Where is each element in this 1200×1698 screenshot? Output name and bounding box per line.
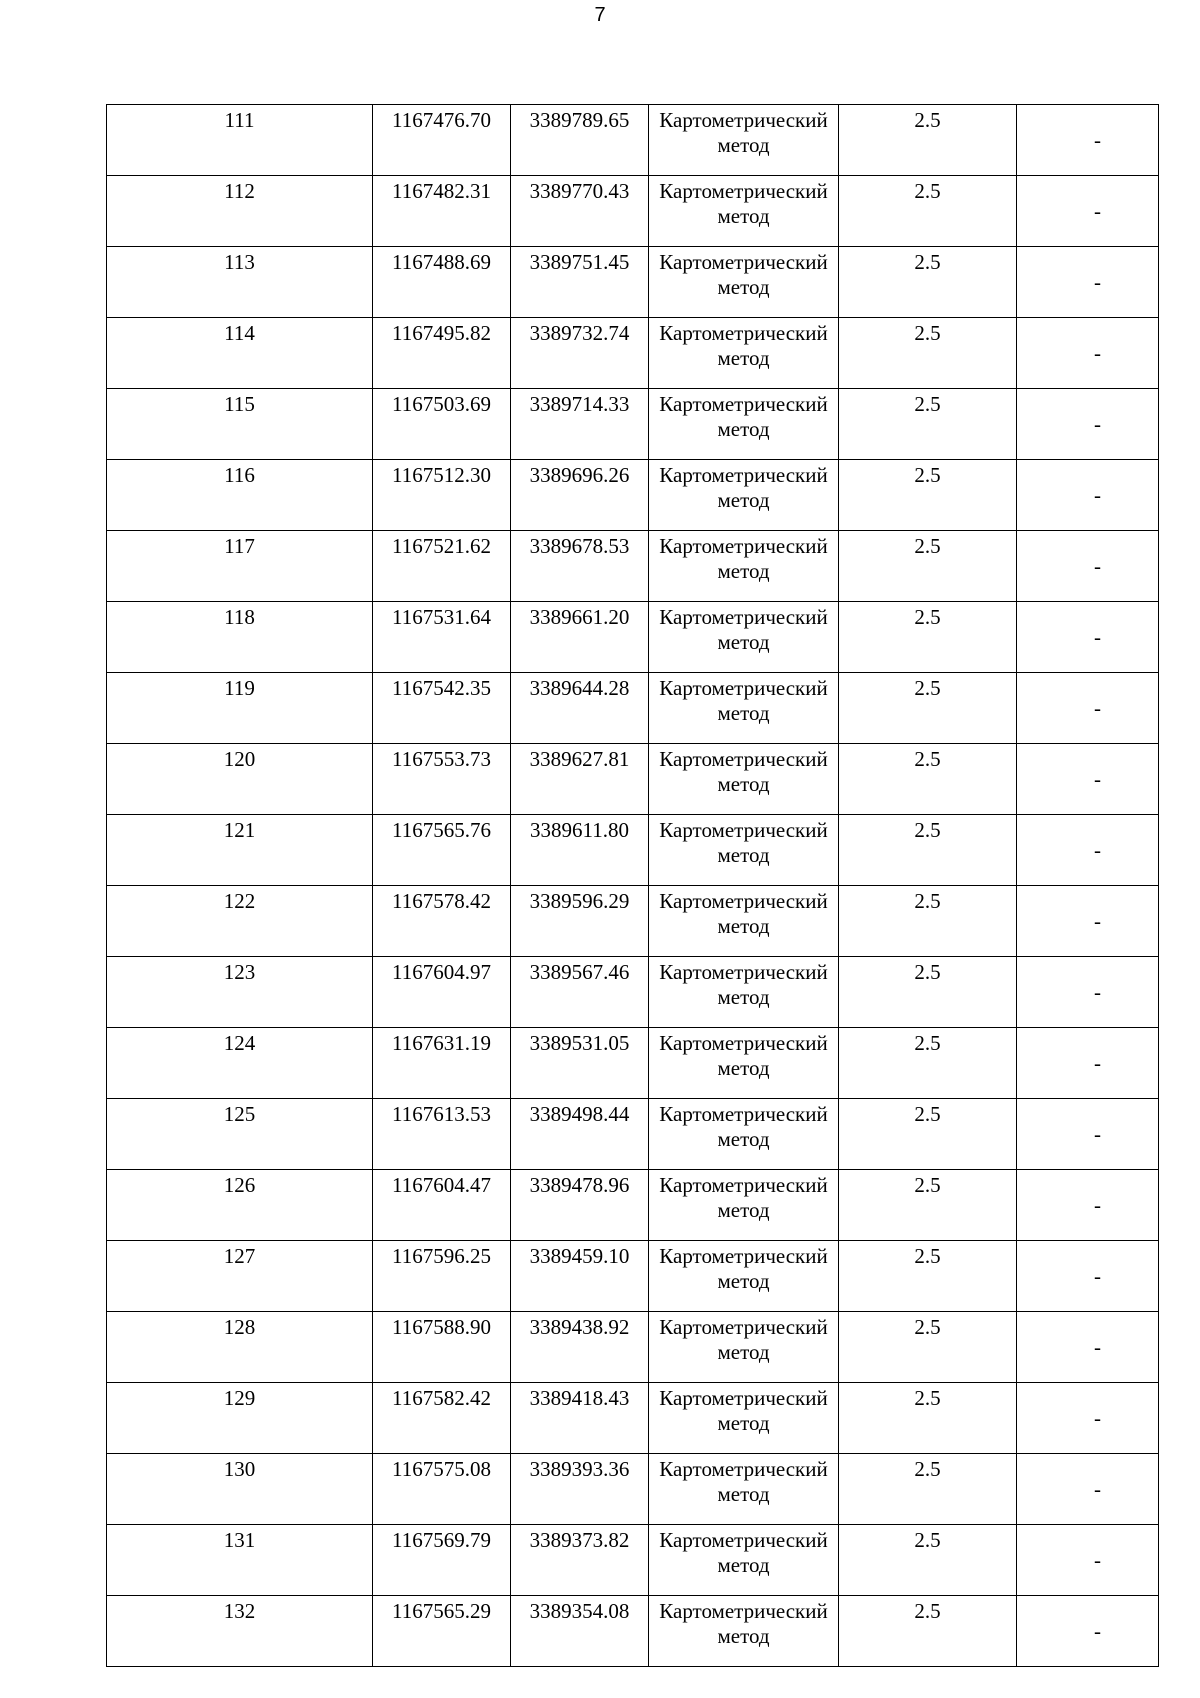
method-line-2: метод [717,1056,770,1080]
method-line-1: Картометрический [659,179,828,203]
method-cell [649,531,839,602]
note-cell [1017,957,1159,1028]
note-value: - [1094,269,1101,294]
table-row [107,318,1159,389]
x-coordinate-cell: 1167588.90 [373,1312,511,1383]
y-coordinate-cell: 3389478.96 [511,1170,649,1241]
note-cell [1017,815,1159,886]
note-value: - [1094,979,1101,1004]
note-value: - [1094,1547,1101,1572]
point-number-cell: 123 [107,957,373,1028]
method-line-1: Картометрический [659,1528,828,1552]
precision-cell: 2.5 [839,1383,1017,1454]
note-value: - [1094,695,1101,720]
note-value: - [1094,1334,1101,1359]
point-number-cell: 113 [107,247,373,318]
method-line-1: Картометрический [659,818,828,842]
point-number-cell: 112 [107,176,373,247]
point-number-cell: 119 [107,673,373,744]
y-coordinate-cell: 3389438.92 [511,1312,649,1383]
method-line-1: Картометрический [659,960,828,984]
x-coordinate-cell: 1167553.73 [373,744,511,815]
method-line-1: Картометрический [659,605,828,629]
method-line-1: Картометрический [659,1599,828,1623]
method-line-2: метод [717,559,770,583]
method-cell [649,1099,839,1170]
method-line-2: метод [717,701,770,725]
note-value: - [1094,1476,1101,1501]
method-cell [649,389,839,460]
point-number-cell: 118 [107,602,373,673]
table-row [107,1099,1159,1170]
x-coordinate-cell: 1167604.47 [373,1170,511,1241]
note-cell [1017,886,1159,957]
method-line-1: Картометрический [659,1244,828,1268]
point-number-cell: 128 [107,1312,373,1383]
y-coordinate-cell: 3389459.10 [511,1241,649,1312]
precision-cell: 2.5 [839,1099,1017,1170]
x-coordinate-cell: 1167488.69 [373,247,511,318]
table-row [107,531,1159,602]
y-coordinate-cell: 3389596.29 [511,886,649,957]
note-cell [1017,1525,1159,1596]
table-row [107,602,1159,673]
note-cell [1017,1099,1159,1170]
precision-cell: 2.5 [839,318,1017,389]
y-coordinate-cell: 3389354.08 [511,1596,649,1667]
point-number-cell: 127 [107,1241,373,1312]
x-coordinate-cell: 1167604.97 [373,957,511,1028]
method-line-1: Картометрический [659,1315,828,1339]
note-cell [1017,1454,1159,1525]
note-cell [1017,1596,1159,1667]
table-row [107,247,1159,318]
precision-cell: 2.5 [839,389,1017,460]
table-row [107,886,1159,957]
method-cell [649,1170,839,1241]
point-number-cell: 122 [107,886,373,957]
y-coordinate-cell: 3389696.26 [511,460,649,531]
method-line-1: Картометрический [659,321,828,345]
method-cell [649,673,839,744]
y-coordinate-cell: 3389373.82 [511,1525,649,1596]
method-line-1: Картометрический [659,392,828,416]
note-value: - [1094,553,1101,578]
method-line-2: метод [717,1127,770,1151]
method-line-2: метод [717,1269,770,1293]
method-cell [649,815,839,886]
note-cell [1017,602,1159,673]
precision-cell: 2.5 [839,1312,1017,1383]
point-number-cell: 114 [107,318,373,389]
x-coordinate-cell: 1167613.53 [373,1099,511,1170]
x-coordinate-cell: 1167482.31 [373,176,511,247]
point-number-cell: 121 [107,815,373,886]
method-line-1: Картометрический [659,108,828,132]
precision-cell: 2.5 [839,602,1017,673]
note-value: - [1094,198,1101,223]
table-row [107,1525,1159,1596]
note-value: - [1094,1192,1101,1217]
table-row [107,744,1159,815]
y-coordinate-cell: 3389714.33 [511,389,649,460]
note-cell [1017,1241,1159,1312]
note-value: - [1094,340,1101,365]
method-line-1: Картометрический [659,463,828,487]
method-cell [649,744,839,815]
table-row [107,957,1159,1028]
point-number-cell: 116 [107,460,373,531]
method-line-2: метод [717,1553,770,1577]
x-coordinate-cell: 1167495.82 [373,318,511,389]
coordinates-table [106,104,1159,1667]
method-line-1: Картометрический [659,534,828,558]
method-line-1: Картометрический [659,676,828,700]
note-cell [1017,389,1159,460]
note-cell [1017,744,1159,815]
note-cell [1017,1383,1159,1454]
y-coordinate-cell: 3389751.45 [511,247,649,318]
precision-cell: 2.5 [839,1028,1017,1099]
note-value: - [1094,482,1101,507]
precision-cell: 2.5 [839,176,1017,247]
method-cell [649,318,839,389]
method-line-2: метод [717,417,770,441]
table-row [107,815,1159,886]
y-coordinate-cell: 3389418.43 [511,1383,649,1454]
note-cell [1017,531,1159,602]
note-cell [1017,1312,1159,1383]
y-coordinate-cell: 3389531.05 [511,1028,649,1099]
note-cell [1017,673,1159,744]
method-line-2: метод [717,843,770,867]
precision-cell: 2.5 [839,531,1017,602]
method-line-1: Картометрический [659,1031,828,1055]
method-cell [649,247,839,318]
point-number-cell: 117 [107,531,373,602]
x-coordinate-cell: 1167582.42 [373,1383,511,1454]
method-line-1: Картометрический [659,747,828,771]
precision-cell: 2.5 [839,673,1017,744]
method-line-2: метод [717,1340,770,1364]
note-value: - [1094,1618,1101,1643]
table-row [107,1170,1159,1241]
point-number-cell: 130 [107,1454,373,1525]
method-cell [649,602,839,673]
x-coordinate-cell: 1167476.70 [373,105,511,176]
method-cell [649,105,839,176]
x-coordinate-cell: 1167575.08 [373,1454,511,1525]
precision-cell: 2.5 [839,1454,1017,1525]
note-value: - [1094,411,1101,436]
table-row [107,1312,1159,1383]
y-coordinate-cell: 3389661.20 [511,602,649,673]
note-cell [1017,247,1159,318]
x-coordinate-cell: 1167596.25 [373,1241,511,1312]
note-value: - [1094,1405,1101,1430]
x-coordinate-cell: 1167565.76 [373,815,511,886]
y-coordinate-cell: 3389611.80 [511,815,649,886]
y-coordinate-cell: 3389732.74 [511,318,649,389]
precision-cell: 2.5 [839,744,1017,815]
method-cell [649,886,839,957]
note-value: - [1094,837,1101,862]
point-number-cell: 131 [107,1525,373,1596]
note-value: - [1094,1050,1101,1075]
method-line-2: метод [717,1624,770,1648]
method-line-2: метод [717,630,770,654]
note-cell [1017,460,1159,531]
precision-cell: 2.5 [839,1525,1017,1596]
method-line-1: Картометрический [659,889,828,913]
method-line-2: метод [717,204,770,228]
method-line-2: метод [717,1411,770,1435]
method-cell [649,1596,839,1667]
point-number-cell: 125 [107,1099,373,1170]
table-body [107,105,1159,1667]
method-cell [649,1241,839,1312]
method-line-2: метод [717,772,770,796]
y-coordinate-cell: 3389678.53 [511,531,649,602]
table-row [107,176,1159,247]
x-coordinate-cell: 1167542.35 [373,673,511,744]
method-cell [649,1525,839,1596]
method-line-1: Картометрический [659,1386,828,1410]
method-line-1: Картометрический [659,1173,828,1197]
page-number: 7 [594,4,606,26]
precision-cell: 2.5 [839,1596,1017,1667]
note-value: - [1094,624,1101,649]
method-line-1: Картометрический [659,1102,828,1126]
note-cell [1017,1170,1159,1241]
method-cell [649,1312,839,1383]
precision-cell: 2.5 [839,460,1017,531]
method-line-1: Картометрический [659,1457,828,1481]
table-row [107,460,1159,531]
table-row [107,1596,1159,1667]
y-coordinate-cell: 3389770.43 [511,176,649,247]
note-value: - [1094,908,1101,933]
method-line-1: Картометрический [659,250,828,274]
method-line-2: метод [717,488,770,512]
point-number-cell: 120 [107,744,373,815]
x-coordinate-cell: 1167569.79 [373,1525,511,1596]
table-row [107,105,1159,176]
note-cell [1017,1028,1159,1099]
x-coordinate-cell: 1167578.42 [373,886,511,957]
point-number-cell: 124 [107,1028,373,1099]
y-coordinate-cell: 3389393.36 [511,1454,649,1525]
precision-cell: 2.5 [839,1241,1017,1312]
x-coordinate-cell: 1167521.62 [373,531,511,602]
note-cell [1017,318,1159,389]
note-value: - [1094,127,1101,152]
method-cell [649,1028,839,1099]
y-coordinate-cell: 3389498.44 [511,1099,649,1170]
method-cell [649,957,839,1028]
x-coordinate-cell: 1167512.30 [373,460,511,531]
point-number-cell: 129 [107,1383,373,1454]
precision-cell: 2.5 [839,105,1017,176]
y-coordinate-cell: 3389627.81 [511,744,649,815]
method-cell [649,1383,839,1454]
table-row [107,1454,1159,1525]
precision-cell: 2.5 [839,886,1017,957]
point-number-cell: 115 [107,389,373,460]
table-row [107,1028,1159,1099]
note-value: - [1094,766,1101,791]
method-line-2: метод [717,985,770,1009]
y-coordinate-cell: 3389567.46 [511,957,649,1028]
precision-cell: 2.5 [839,957,1017,1028]
table-row [107,1383,1159,1454]
note-value: - [1094,1263,1101,1288]
method-line-2: метод [717,1482,770,1506]
note-cell [1017,105,1159,176]
point-number-cell: 132 [107,1596,373,1667]
x-coordinate-cell: 1167531.64 [373,602,511,673]
note-cell [1017,176,1159,247]
method-line-2: метод [717,346,770,370]
table-row [107,389,1159,460]
method-cell [649,1454,839,1525]
method-line-2: метод [717,1198,770,1222]
method-cell [649,460,839,531]
x-coordinate-cell: 1167631.19 [373,1028,511,1099]
method-cell [649,176,839,247]
method-line-2: метод [717,133,770,157]
table-row [107,1241,1159,1312]
precision-cell: 2.5 [839,815,1017,886]
y-coordinate-cell: 3389644.28 [511,673,649,744]
table-row [107,673,1159,744]
precision-cell: 2.5 [839,1170,1017,1241]
y-coordinate-cell: 3389789.65 [511,105,649,176]
x-coordinate-cell: 1167503.69 [373,389,511,460]
point-number-cell: 126 [107,1170,373,1241]
note-value: - [1094,1121,1101,1146]
method-line-2: метод [717,914,770,938]
x-coordinate-cell: 1167565.29 [373,1596,511,1667]
method-line-2: метод [717,275,770,299]
point-number-cell: 111 [107,105,373,176]
precision-cell: 2.5 [839,247,1017,318]
